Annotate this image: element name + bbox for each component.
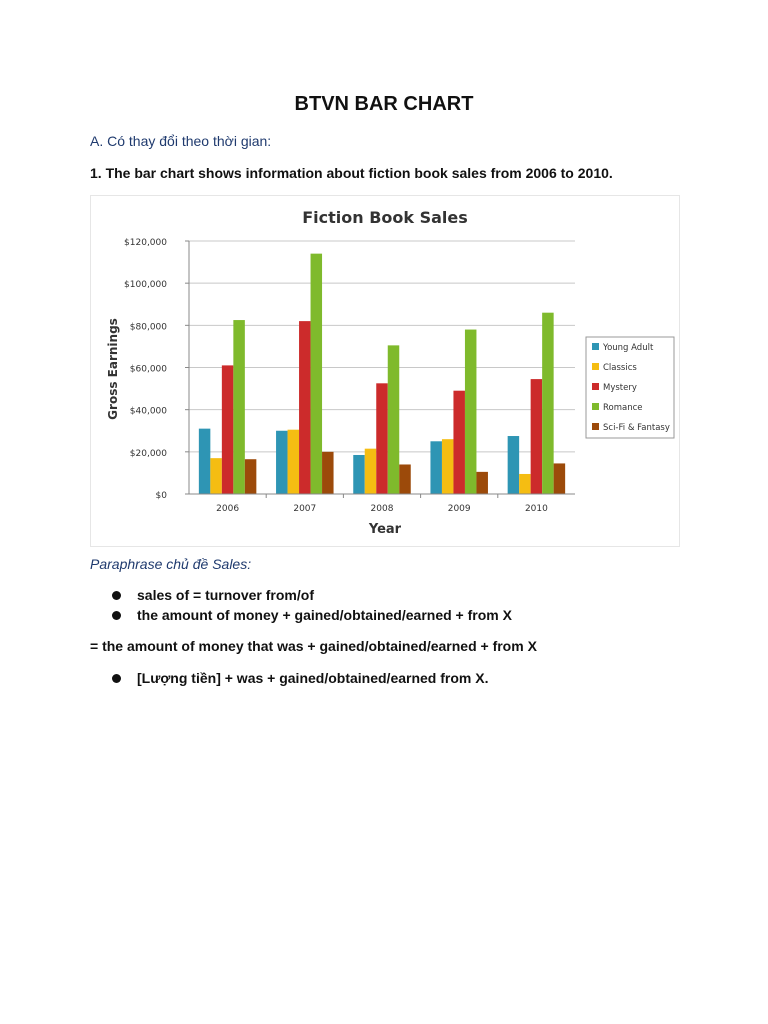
bar [299,321,311,494]
chart-title: Fiction Book Sales [302,208,468,227]
y-tick-label: $80,000 [129,322,167,333]
bullet-text: sales of = turnover from/of [137,587,314,603]
page-title: BTVN BAR CHART [294,93,474,115]
question-text: 1. The bar chart shows information about fiction book sales from 2006 to 2010. [90,165,613,181]
x-tick-label: 2006 [216,504,240,514]
legend-swatch [592,403,599,410]
bullet-item [112,587,314,603]
bullet-text: the amount of money + gained/obtained/earned + from X [137,607,512,623]
bar [531,379,543,494]
x-tick-label: 2008 [370,504,394,514]
equation-line: = the amount of money that was + gained/obtained/earned + from X [90,638,537,654]
bar [508,436,520,494]
y-tick-label: $120,000 [124,238,167,248]
legend-label: Classics [603,363,637,373]
bar [476,472,488,494]
chart-ylabel: Gross Earnings [106,318,120,420]
y-tick-label: $60,000 [129,364,167,375]
bar [442,439,454,494]
x-tick-label: 2009 [447,504,471,514]
bar [311,254,323,494]
bar [353,455,365,494]
bar [245,459,257,494]
paraphrase-heading: Paraphrase chủ đề Sales: [90,556,252,572]
y-tick-label: $20,000 [129,448,167,459]
chart-svg [91,196,679,546]
bar [365,449,377,494]
legend-swatch [592,423,599,430]
bar [453,391,465,494]
bar [199,429,211,494]
bar [376,383,388,494]
legend-label: Romance [603,403,643,413]
bar [430,441,442,494]
y-tick-label: $40,000 [129,406,167,417]
bar [465,330,477,494]
bar [554,463,566,494]
chart-legend [586,337,674,438]
y-tick-label: $100,000 [124,280,167,291]
bullet-item [112,670,488,686]
x-tick-label: 2010 [524,504,548,514]
bar [399,464,411,494]
bar [288,430,300,494]
chart-xlabel: Year [368,522,402,537]
bullet-dot [112,591,121,600]
bullet-item [112,607,512,623]
legend-swatch [592,383,599,390]
chart-bars [199,254,565,494]
legend-label: Sci-Fi & Fantasy [603,423,670,433]
bar [322,452,334,494]
bullet-dot [112,611,121,620]
legend-label: Young Adult [603,343,654,353]
legend-swatch [592,363,599,370]
bar [222,365,234,494]
bullet-dot [112,674,121,683]
bar-chart [90,195,680,547]
bullet-text: [Lượng tiền] + was + gained/obtained/earned from X. [137,670,489,686]
bar [233,320,245,494]
chart-axes [124,238,575,514]
y-tick-label: $0 [155,491,167,501]
bar [388,345,400,494]
section-heading: A. Có thay đổi theo thời gian: [90,133,272,149]
bar [276,431,288,494]
legend-swatch [592,343,599,350]
bar [210,458,222,494]
x-tick-label: 2007 [293,504,317,514]
bar [519,474,531,494]
bar [542,313,554,494]
legend-label: Mystery [603,383,637,393]
